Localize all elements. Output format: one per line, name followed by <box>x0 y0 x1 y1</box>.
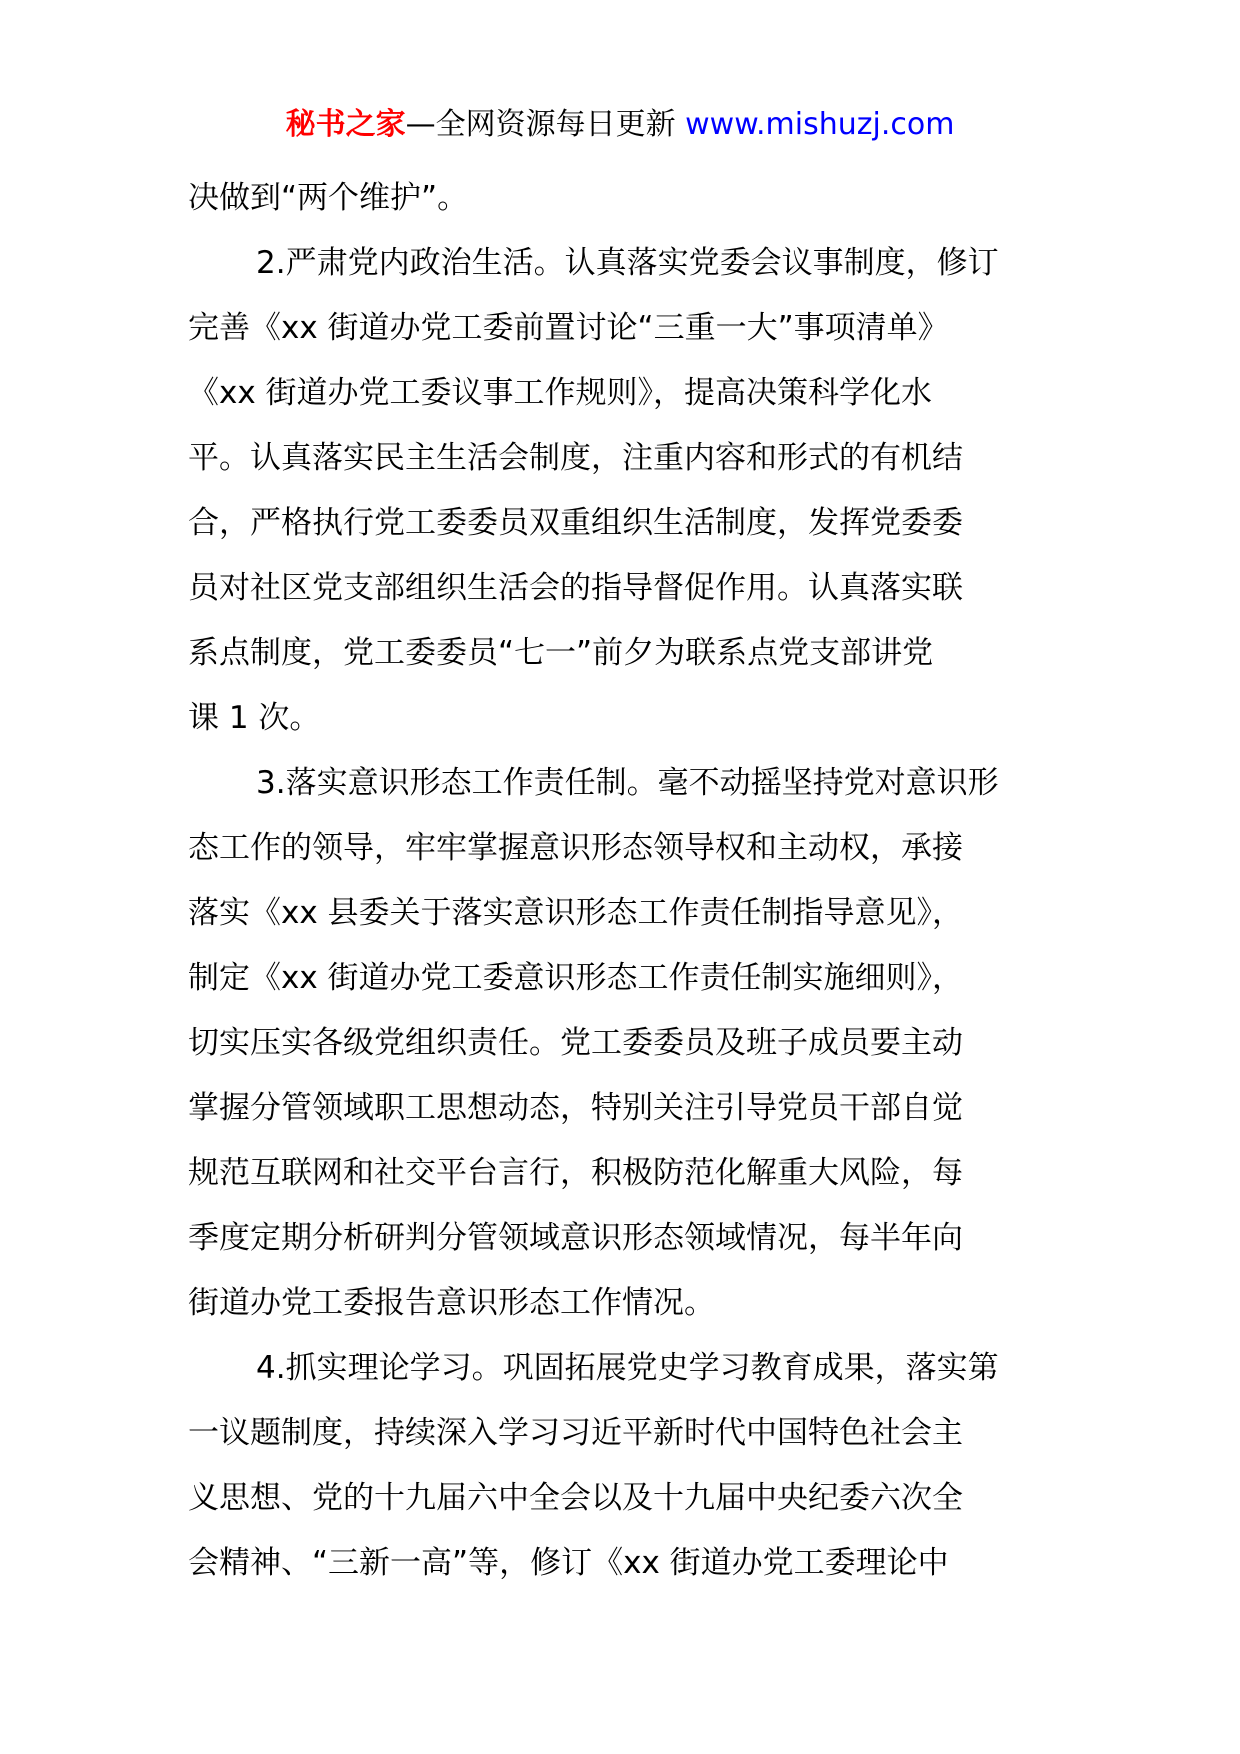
text-line: 平。认真落实民主生活会制度，注重内容和形式的有机结 <box>188 440 963 476</box>
document-body <box>188 166 1058 1596</box>
text-line: 合，严格执行党工委委员双重组织生活制度，发挥党委委 <box>188 505 963 541</box>
text-line: 切实压实各级党组织责任。党工委委员及班子成员要主动 <box>188 1025 963 1061</box>
paragraph-4-heading-line: 4.抓实理论学习。巩固拓展党史学习教育成果，落实第 <box>256 1350 999 1386</box>
site-url-link[interactable]: www.mishuzj.com <box>685 107 955 142</box>
text-line: 街道办党工委报告意识形态工作情况。 <box>188 1285 715 1321</box>
text-line: 员对社区党支部组织生活会的指导督促作用。认真落实联 <box>188 570 963 606</box>
text-line: 制定《xx 街道办党工委意识形态工作责任制实施细则》， <box>188 960 964 996</box>
text-line: 《xx 街道办党工委议事工作规则》，提高决策科学化水 <box>188 375 933 411</box>
text-line: 完善《xx 街道办党工委前置讨论“三重一大”事项清单》 <box>188 310 949 346</box>
text-line: 课 1 次。 <box>188 700 321 736</box>
text-line: 决做到“两个维护”。 <box>188 180 469 216</box>
text-line: 规范互联网和社交平台言行，积极防范化解重大风险，每 <box>188 1155 963 1191</box>
text-line: 义思想、党的十九届六中全会以及十九届中央纪委六次全 <box>188 1480 963 1516</box>
text-line: 一议题制度，持续深入学习习近平新时代中国特色社会主 <box>188 1415 963 1451</box>
text-line: 季度定期分析研判分管领域意识形态领域情况，每半年向 <box>188 1220 963 1256</box>
text-line: 系点制度，党工委委员“七一”前夕为联系点党支部讲党 <box>188 635 934 671</box>
text-line: 掌握分管领域职工思想动态，特别关注引导党员干部自觉 <box>188 1090 963 1126</box>
text-line: 态工作的领导，牢牢掌握意识形态领导权和主动权，承接 <box>188 830 963 866</box>
paragraph-2-heading-line: 2.严肃党内政治生活。认真落实党委会议事制度，修订 <box>256 245 999 281</box>
text-line: 落实《xx 县委关于落实意识形态工作责任制指导意见》， <box>188 895 964 931</box>
text-line: 会精神、“三新一高”等，修订《xx 街道办党工委理论中 <box>188 1545 949 1581</box>
header-tagline: —全网资源每日更新 <box>405 107 676 142</box>
paragraph-3-heading-line: 3.落实意识形态工作责任制。毫不动摇坚持党对意识形 <box>256 765 999 801</box>
brand-name: 秘书之家 <box>285 107 406 142</box>
page-header <box>0 103 1240 147</box>
